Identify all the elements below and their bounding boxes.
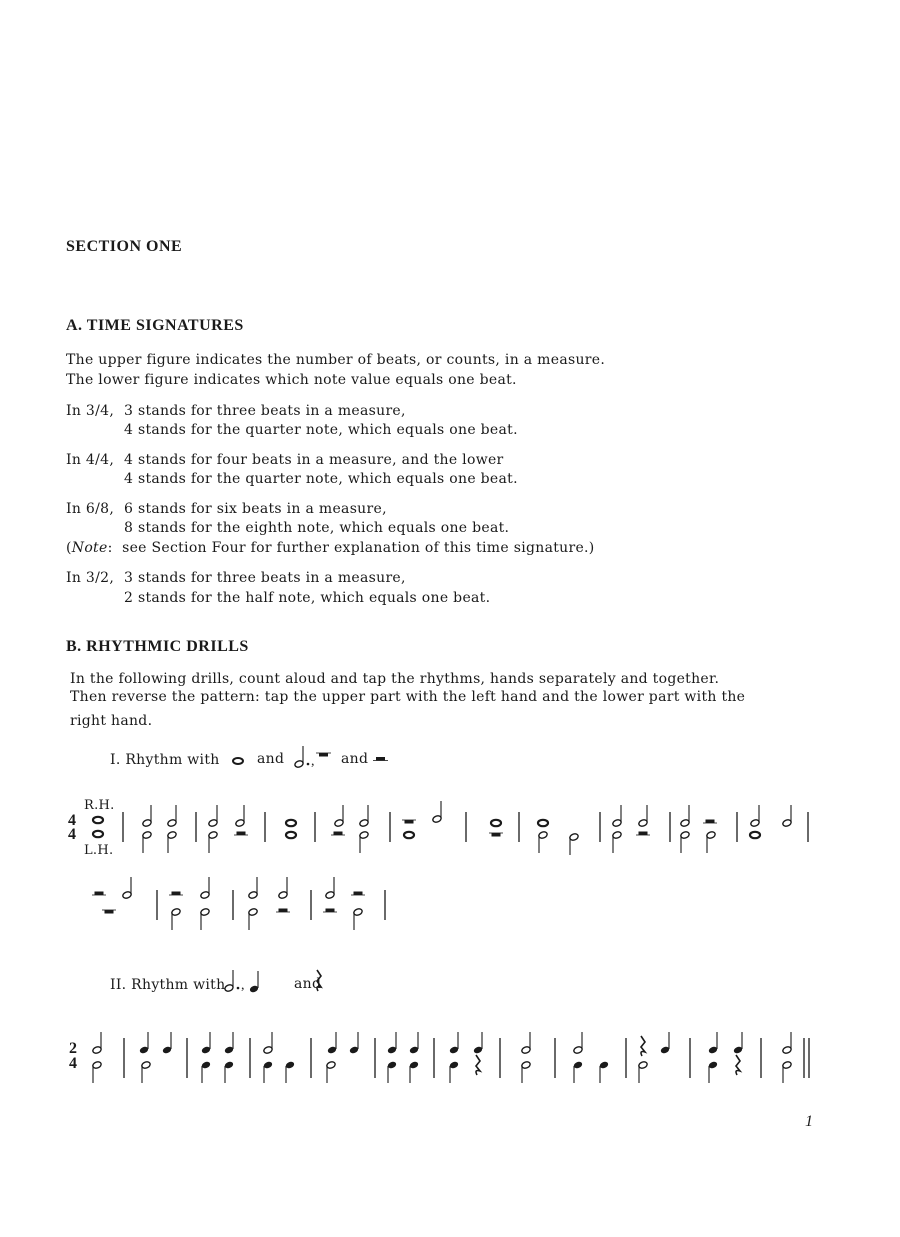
- item-3-2-lead: In 3/2,: [66, 570, 115, 586]
- drill-1-and-2: and: [341, 751, 369, 767]
- drill-1-label: I. Rhythm with: [110, 752, 220, 768]
- svg-text:,: ,: [241, 978, 245, 993]
- whole-note-icon: [233, 758, 243, 764]
- item-3-4-line-2: 4 stands for the quarter note, which equals one beat.: [124, 422, 518, 438]
- drill-1-rhythm-line-2: [0, 870, 900, 940]
- svg-text:,: ,: [311, 754, 315, 769]
- whole-rest-icon: [319, 753, 328, 757]
- item-3-4-lead: In 3/4,: [66, 403, 115, 419]
- section-title: SECTION ONE: [66, 238, 183, 255]
- whole-rest: [105, 910, 114, 914]
- note-text: see Section Four for further explanation of this time signature.): [122, 540, 595, 556]
- half-rest: [172, 892, 181, 896]
- item-4-4-line-2: 4 stands for the quarter note, which equals one beat.: [124, 471, 518, 487]
- item-6-8-line-1: 6 stands for six beats in a measure,: [124, 501, 387, 517]
- half-rest: [334, 832, 343, 836]
- whole-note: [491, 820, 501, 826]
- quarter-rest: [476, 1055, 480, 1075]
- whole-note: [404, 832, 414, 838]
- whole-rest: [405, 820, 414, 824]
- whole-note: [93, 817, 103, 823]
- note-line: (Note: see Section Four for further explanation of this time signature.): [66, 540, 595, 556]
- page-number: 1: [805, 1113, 813, 1130]
- item-6-8-lead: In 6/8,: [66, 501, 115, 517]
- note-label: Note: [71, 540, 108, 556]
- half-rest: [237, 832, 246, 836]
- item-3-2-line-1: 3 stands for three beats in a measure,: [124, 570, 406, 586]
- half-rest: [326, 909, 335, 913]
- drill-2-label: II. Rhythm with: [110, 977, 226, 993]
- half-rest: [95, 892, 104, 896]
- item-4-4-lead: In 4/4,: [66, 452, 115, 468]
- part-b-intro-line-3: right hand.: [70, 713, 153, 729]
- drill-2-and-1: and: [294, 976, 322, 992]
- whole-note: [538, 820, 548, 826]
- whole-note: [93, 831, 103, 837]
- part-a-intro-line-1: The upper figure indicates the number of beats, or counts, in a measure.: [66, 352, 606, 368]
- part-b-intro-line-1: In the following drills, count aloud and tap the rhythms, hands separately and together.: [70, 671, 720, 687]
- drill-2-time-bottom: 4: [69, 1055, 77, 1072]
- half-rest-icon: [376, 757, 385, 761]
- part-b-heading: B. RHYTHMIC DRILLS: [66, 638, 249, 655]
- half-rest: [639, 832, 648, 836]
- drill-2-rhythm-line: [0, 1020, 900, 1100]
- item-3-4-line-1: 3 stands for three beats in a measure,: [124, 403, 406, 419]
- drill-2-legend-symbols: [210, 965, 360, 995]
- part-a-heading: A. TIME SIGNATURES: [66, 317, 244, 334]
- quarter-rest: [736, 1055, 740, 1075]
- quarter-rest: [641, 1036, 645, 1056]
- whole-note: [750, 832, 760, 838]
- half-rest: [279, 909, 288, 913]
- part-a-intro-line-2: The lower figure indicates which note value equals one beat.: [66, 372, 517, 388]
- drill-1-and-1: and: [257, 751, 285, 767]
- drill-2-time-top: 2: [69, 1040, 77, 1057]
- whole-note: [286, 832, 296, 838]
- half-rest: [354, 892, 363, 896]
- drill-1-time-bottom: 4: [68, 826, 76, 843]
- drill-1-time-top: 4: [68, 812, 76, 829]
- drill-1-rhythm-line-1: [0, 790, 900, 865]
- lh-label: L.H.: [84, 843, 114, 858]
- item-6-8-line-2: 8 stands for the eighth note, which equals one beat.: [124, 520, 510, 536]
- whole-note: [286, 820, 296, 826]
- whole-rest: [492, 833, 501, 837]
- item-4-4-line-1: 4 stands for four beats in a measure, and the lower: [124, 452, 504, 468]
- part-b-intro-line-2: Then reverse the pattern: tap the upper part with the left hand and the lower part with the: [70, 689, 746, 705]
- item-3-2-line-2: 2 stands for the half note, which equals one beat.: [124, 590, 491, 606]
- rh-label: R.H.: [84, 798, 115, 813]
- half-rest: [706, 820, 715, 824]
